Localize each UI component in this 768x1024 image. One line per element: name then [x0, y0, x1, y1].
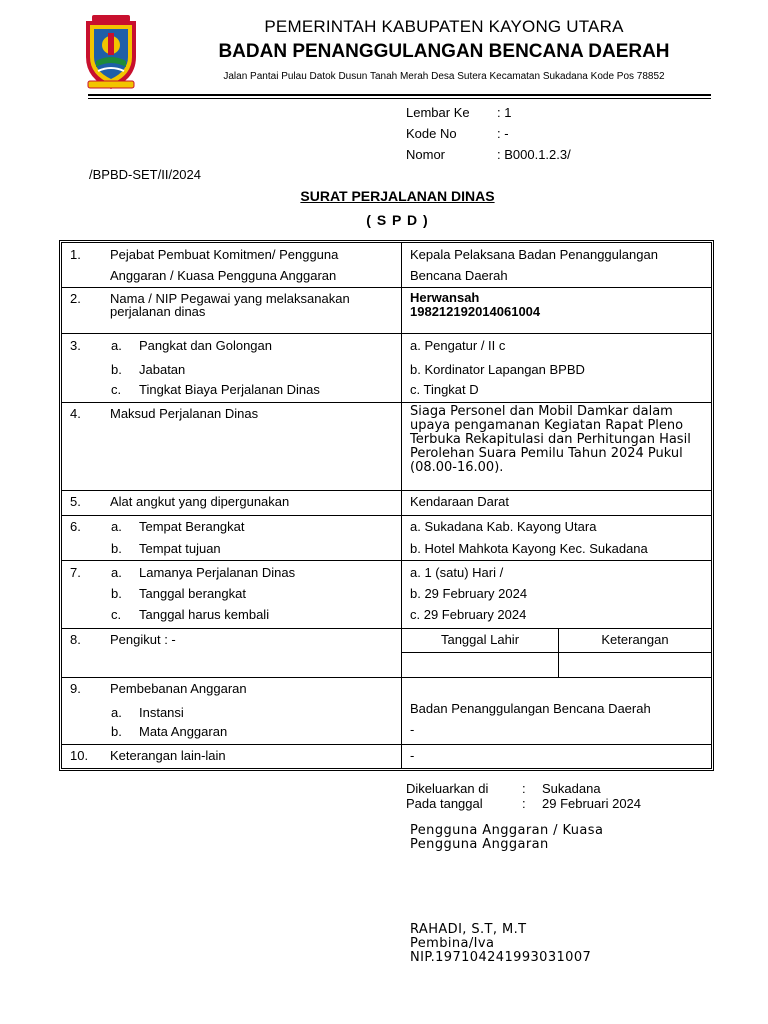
column-header-notes: Keterangan — [559, 629, 712, 653]
issued-place-label: Dikeluarkan di — [406, 781, 489, 796]
letterhead-address: Jalan Pantai Pulau Datok Dusun Tanah Merah Desa Sutera Kecamatan Sukadana Kode Pos 78852 — [223, 71, 665, 82]
sub-marker: c. — [111, 382, 122, 397]
issued-date-colon: : — [522, 796, 526, 811]
row-value: Kepala Pelaksana Badan Penanggulangan — [410, 247, 658, 262]
row-value: b. 29 February 2024 — [410, 586, 528, 601]
letterhead-agency: BADAN PENANGGULANGAN BENCANA DAERAH — [218, 41, 670, 62]
row-number: 4. — [70, 406, 81, 421]
lembar-label: Lembar Ke — [406, 105, 470, 120]
nomor-label: Nomor — [406, 147, 446, 162]
row-value: Bencana Daerah — [410, 268, 508, 283]
row-number: 10. — [70, 748, 89, 763]
sub-label: Pangkat dan Golongan — [139, 338, 272, 353]
sub-marker: b. — [111, 362, 122, 377]
document-title: SURAT PERJALANAN DINAS — [300, 188, 495, 204]
nomor-value: : B000.1.2.3/ — [497, 147, 571, 162]
sub-label: Tanggal berangkat — [139, 586, 246, 601]
sub-marker: b. — [111, 541, 122, 556]
sub-marker: c. — [111, 607, 122, 622]
row-value: - — [410, 722, 415, 737]
row-number: 5. — [70, 494, 81, 509]
sub-label: Tempat Berangkat — [139, 519, 245, 534]
signer-rank: Pembina/Iva — [410, 936, 495, 951]
sub-label: Jabatan — [139, 362, 186, 377]
row-number: 6. — [70, 519, 81, 534]
row-label: Keterangan lain-lain — [110, 748, 226, 763]
row-label: Pembebanan Anggaran — [110, 681, 247, 696]
sub-marker: b. — [111, 724, 122, 739]
table-row — [62, 629, 712, 653]
nomor-reference: /BPBD-SET/II/2024 — [89, 167, 201, 182]
letterhead-rule-thick — [88, 94, 711, 96]
signer-nip: NIP.197104241993031007 — [410, 950, 592, 965]
row-number: 1. — [70, 247, 81, 262]
employee-nip: 198212192014061004 — [410, 304, 541, 319]
kode-label: Kode No — [406, 126, 457, 141]
lembar-value: : 1 — [497, 105, 512, 120]
sub-label: Mata Anggaran — [139, 724, 228, 739]
row-value: - — [410, 748, 415, 763]
sub-marker: a. — [111, 705, 122, 720]
signer-name: RAHADI, S.T, M.T — [410, 922, 527, 937]
table-row — [62, 403, 712, 491]
table-row — [62, 745, 712, 769]
row-label: Anggaran / Kuasa Pengguna Anggaran — [110, 268, 337, 283]
row-number: 8. — [70, 632, 81, 647]
sub-label: Tempat tujuan — [139, 541, 221, 556]
row-label: Alat angkut yang dipergunakan — [110, 494, 290, 509]
row-value: a. Sukadana Kab. Kayong Utara — [410, 519, 597, 534]
sub-marker: b. — [111, 586, 122, 601]
column-header-birthdate: Tanggal Lahir — [402, 629, 559, 653]
table-row — [62, 678, 712, 745]
row-value: b. Hotel Mahkota Kayong Kec. Sukadana — [410, 541, 648, 556]
table-row — [62, 334, 712, 403]
empty-cell — [559, 653, 712, 678]
issued-place-colon: : — [522, 781, 526, 796]
table-row — [62, 561, 712, 629]
empty-cell — [402, 653, 559, 678]
table-row — [62, 288, 712, 334]
sub-label: Tanggal harus kembali — [139, 607, 270, 622]
row-label: Maksud Perjalanan Dinas — [110, 406, 259, 421]
table-row — [62, 243, 712, 288]
row-number: 3. — [70, 338, 81, 353]
row-label: perjalanan dinas — [110, 304, 206, 319]
row-value: c. 29 February 2024 — [410, 607, 527, 622]
row-value: Kendaraan Darat — [410, 494, 510, 509]
signer-role: Pengguna Anggaran — [410, 837, 549, 852]
kode-value: : - — [497, 126, 509, 141]
row-value: a. 1 (satu) Hari / — [410, 565, 504, 580]
document-subtitle: ( S P D ) — [366, 212, 429, 228]
row-value: a. Pengatur / II c — [410, 338, 506, 353]
sub-marker: a. — [111, 338, 122, 353]
sub-marker: a. — [111, 565, 122, 580]
row-number: 7. — [70, 565, 81, 580]
spd-table — [61, 242, 712, 769]
issued-date-value: 29 Februari 2024 — [542, 796, 642, 811]
row-value: c. Tingkat D — [410, 382, 479, 397]
sub-marker: a. — [111, 519, 122, 534]
issued-place-value: Sukadana — [542, 781, 601, 796]
signer-role: Pengguna Anggaran / Kuasa — [410, 823, 604, 838]
row-label: Nama / NIP Pegawai yang melaksanakan — [110, 291, 350, 306]
sub-label: Lamanya Perjalanan Dinas — [139, 565, 296, 580]
letterhead-government: PEMERINTAH KABUPATEN KAYONG UTARA — [264, 17, 624, 36]
row-value: b. Kordinator Lapangan BPBD — [410, 362, 585, 377]
row-number: 9. — [70, 681, 81, 696]
issued-date-label: Pada tanggal — [406, 796, 483, 811]
row-label: Pejabat Pembuat Komitmen/ Pengguna — [110, 247, 339, 262]
employee-name: Herwansah — [410, 290, 480, 305]
sub-label: Instansi — [139, 705, 184, 720]
sub-label: Tingkat Biaya Perjalanan Dinas — [139, 382, 320, 397]
trip-purpose: Siaga Personel dan Mobil Damkar dalam upaya pengamanan Kegiatan Rapat Pleno Terbuka Rekapitulasi dan Perhitungan Hasil Perolehan Suara Pemilu Tahun 2024 Pukul (08.00-16.00). — [410, 404, 691, 475]
table-row — [62, 491, 712, 516]
row-label: Pengikut : - — [110, 632, 176, 647]
row-value: Badan Penanggulangan Bencana Daerah — [410, 701, 651, 716]
letterhead-rule-thin — [88, 98, 711, 99]
table-row — [62, 516, 712, 561]
row-number: 2. — [70, 291, 81, 306]
